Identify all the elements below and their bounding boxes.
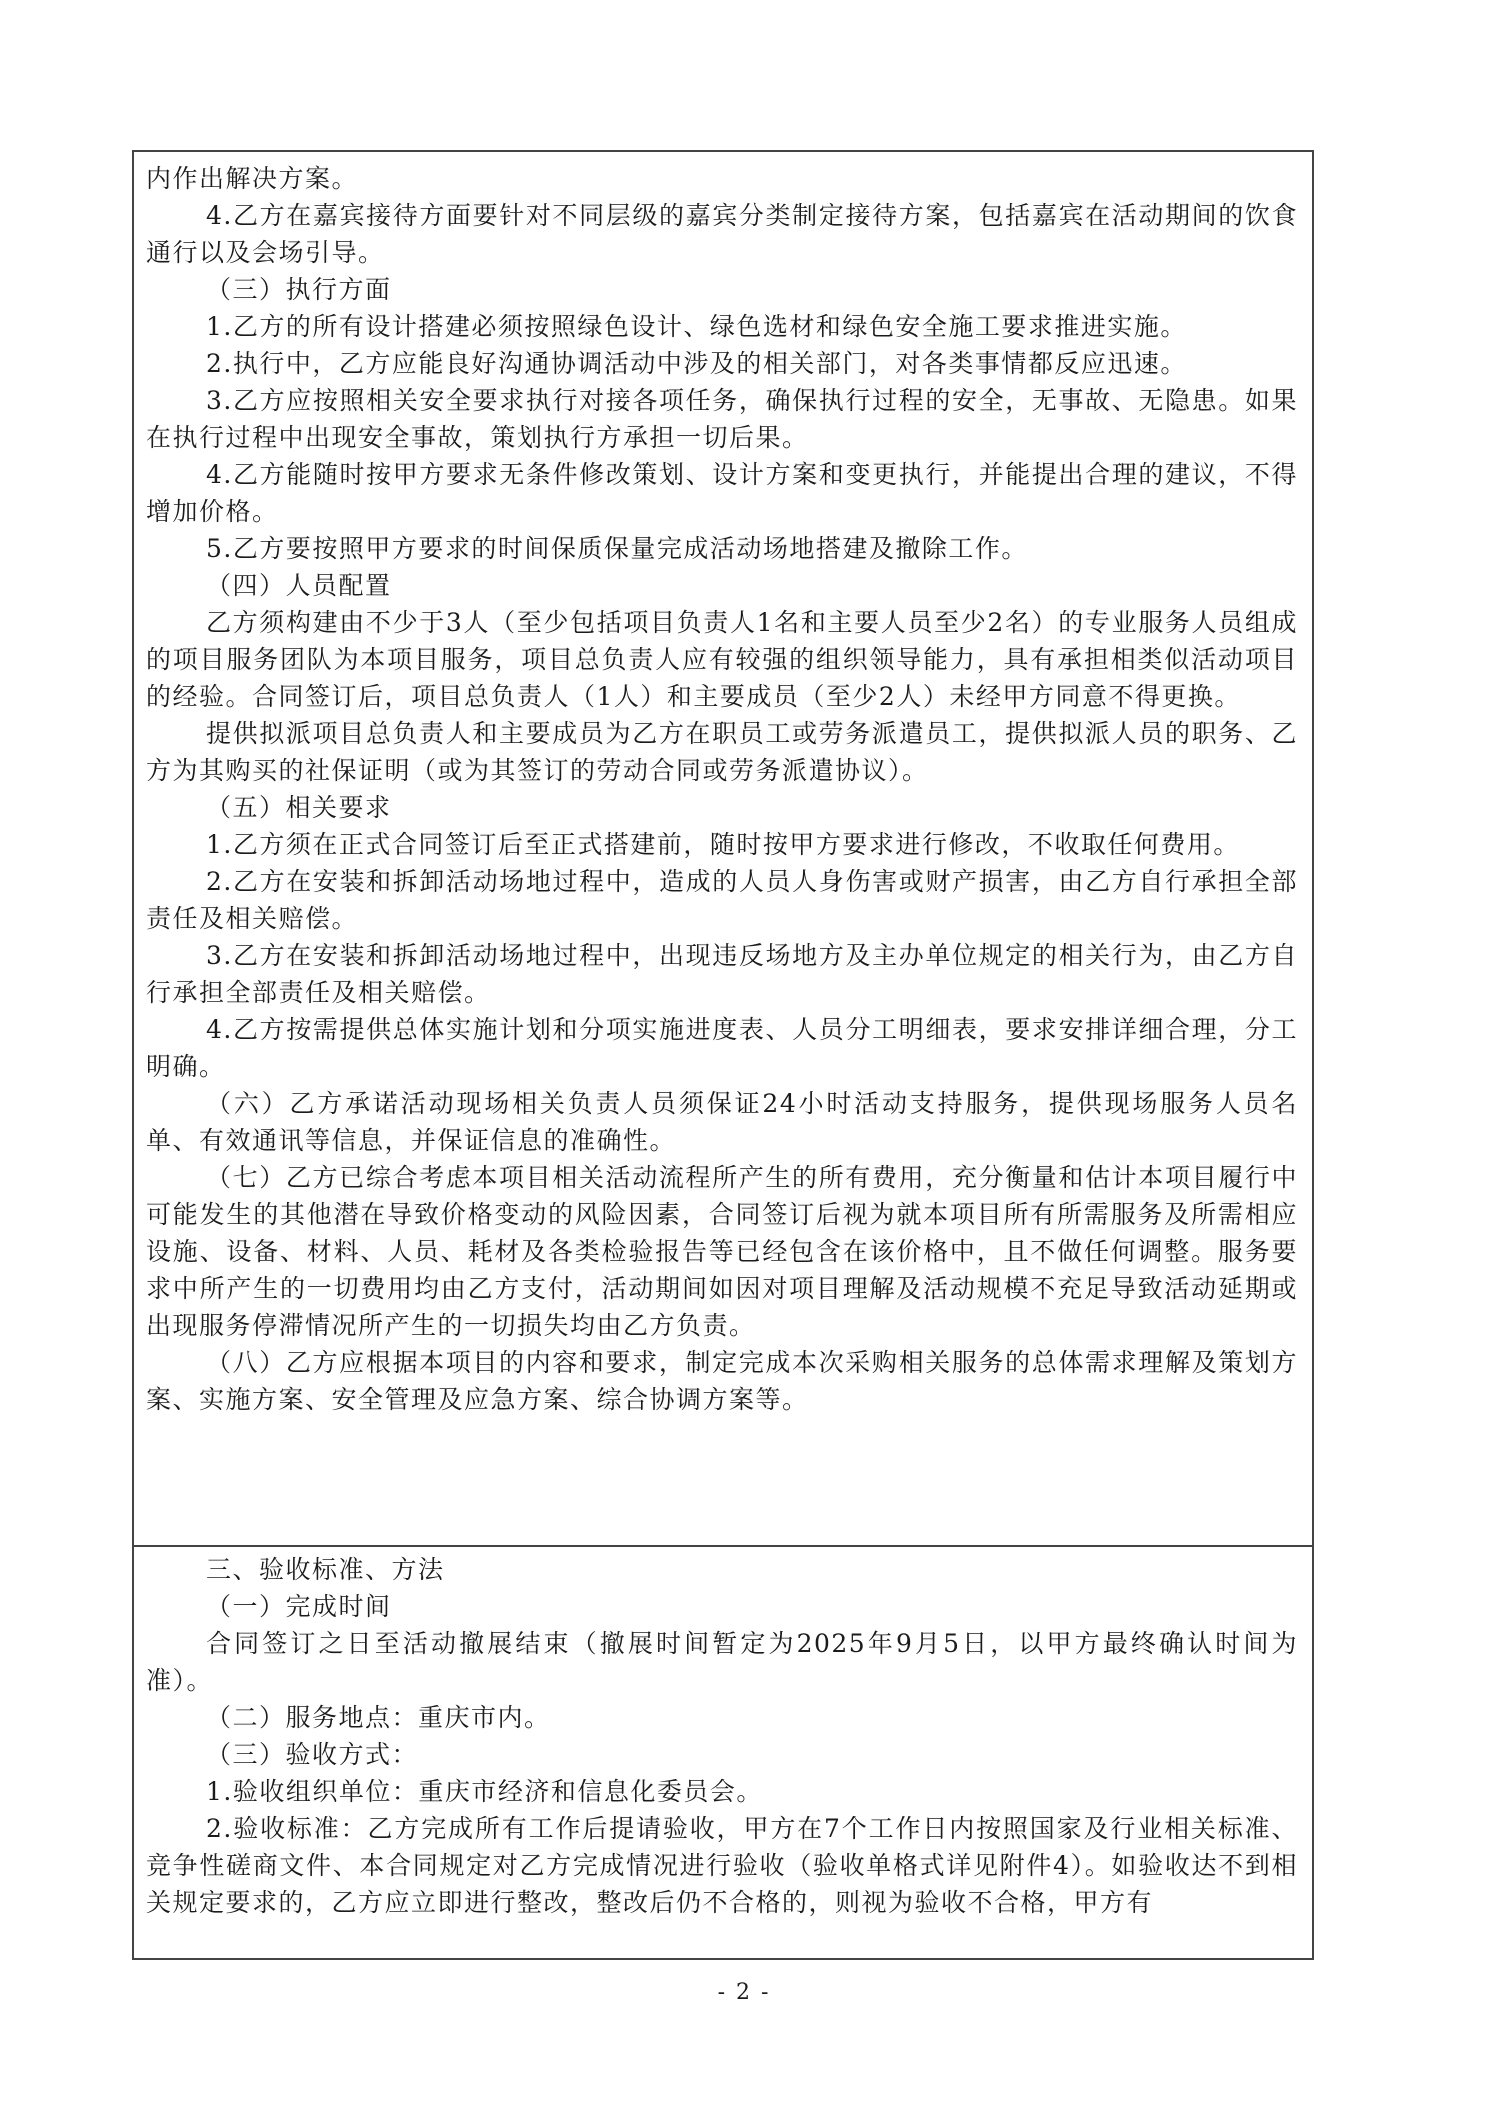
paragraph: （一）完成时间 (206, 1592, 392, 1621)
paragraph: （四）人员配置 (206, 571, 392, 600)
paragraph: 4.乙方能随时按甲方要求无条件修改策划、设计方案和变更执行，并能提出合理的建议，不得增加价格。 (146, 460, 1298, 526)
paragraph: 提供拟派项目总负责人和主要成员为乙方在职员工或劳务派遣员工，提供拟派人员的职务、乙方为其购买的社保证明（或为其签订的劳动合同或劳务派遣协议）。 (146, 719, 1298, 785)
acceptance-section (134, 1545, 1312, 1958)
page-number: - 2 - (717, 1980, 771, 2005)
paragraph: 1.乙方须在正式合同签订后至正式搭建前，随时按甲方要求进行修改，不收取任何费用。 (206, 830, 1240, 859)
paragraph: （七）乙方已综合考虑本项目相关活动流程所产生的所有费用，充分衡量和估计本项目履行中可能发生的其他潜在导致价格变动的风险因素，合同签订后视为就本项目所有所需服务及所需相应设施、设备、材料、人员、耗材及各类检验报告等已经包含在该价格中，且不做任何调整。服务要求中所产生的一切费用均由乙方支付，活动期间如因对项目理解及活动规模不充足导致活动延期或出现服务停滞情况所产生的一切损失均由乙方负责。 (146, 1163, 1298, 1340)
paragraph: 内作出解决方案。 (146, 164, 359, 193)
paragraph: 1.乙方的所有设计搭建必须按照绿色设计、绿色选材和绿色安全施工要求推进实施。 (206, 312, 1187, 341)
paragraph: 2.验收标准：乙方完成所有工作后提请验收，甲方在7个工作日内按照国家及行业相关标准、竞争性磋商文件、本合同规定对乙方完成情况进行验收（验收单格式详见附件4）。如验收达不到相关规定要求的，乙方应立即进行整改，整改后仍不合格的，则视为验收不合格，甲方有 (146, 1814, 1298, 1917)
paragraph: 3.乙方应按照相关安全要求执行对接各项任务，确保执行过程的安全，无事故、无隐患。如果在执行过程中出现安全事故，策划执行方承担一切后果。 (146, 386, 1298, 452)
paragraph: （二）服务地点：重庆市内。 (206, 1703, 551, 1732)
paragraph: 乙方须构建由不少于3人（至少包括项目负责人1名和主要人员至少2名）的专业服务人员组成的项目服务团队为本项目服务，项目总负责人应有较强的组织领导能力，具有承担相类似活动项目的经验。合同签订后，项目总负责人（1人）和主要成员（至少2人）未经甲方同意不得更换。 (146, 608, 1298, 711)
paragraph: 3.乙方在安装和拆卸活动场地过程中，出现违反场地方及主办单位规定的相关行为，由乙方自行承担全部责任及相关赔偿。 (146, 941, 1298, 1007)
paragraph: （三）执行方面 (206, 275, 392, 304)
paragraph: 4.乙方在嘉宾接待方面要针对不同层级的嘉宾分类制定接待方案，包括嘉宾在活动期间的饮食通行以及会场引导。 (146, 201, 1298, 267)
paragraph: （三）验收方式： (206, 1740, 419, 1769)
paragraph: 5.乙方要按照甲方要求的时间保质保量完成活动场地搭建及撤除工作。 (206, 534, 1028, 563)
paragraph: 4.乙方按需提供总体实施计划和分项实施进度表、人员分工明细表，要求安排详细合理，分工明确。 (146, 1015, 1298, 1081)
paragraph: 2.乙方在安装和拆卸活动场地过程中，造成的人员人身伤害或财产损害，由乙方自行承担全部责任及相关赔偿。 (146, 867, 1298, 933)
paragraph: （六）乙方承诺活动现场相关负责人员须保证24小时活动支持服务，提供现场服务人员名单、有效通讯等信息，并保证信息的准确性。 (146, 1089, 1298, 1155)
paragraph: 三、验收标准、方法 (206, 1555, 445, 1584)
requirements-section (134, 152, 1312, 1545)
paragraph: 2.执行中，乙方应能良好沟通协调活动中涉及的相关部门，对各类事情都反应迅速。 (206, 349, 1187, 378)
paragraph: 1.验收组织单位：重庆市经济和信息化委员会。 (206, 1777, 763, 1806)
paragraph: 合同签订之日至活动撤展结束（撤展时间暂定为2025年9月5日，以甲方最终确认时间为准）。 (146, 1629, 1298, 1695)
document-frame (132, 150, 1314, 1960)
requirements-content (146, 160, 1298, 1418)
paragraph: （八）乙方应根据本项目的内容和要求，制定完成本次采购相关服务的总体需求理解及策划方案、实施方案、安全管理及应急方案、综合协调方案等。 (146, 1348, 1298, 1414)
acceptance-content (146, 1551, 1298, 1921)
paragraph: （五）相关要求 (206, 793, 392, 822)
